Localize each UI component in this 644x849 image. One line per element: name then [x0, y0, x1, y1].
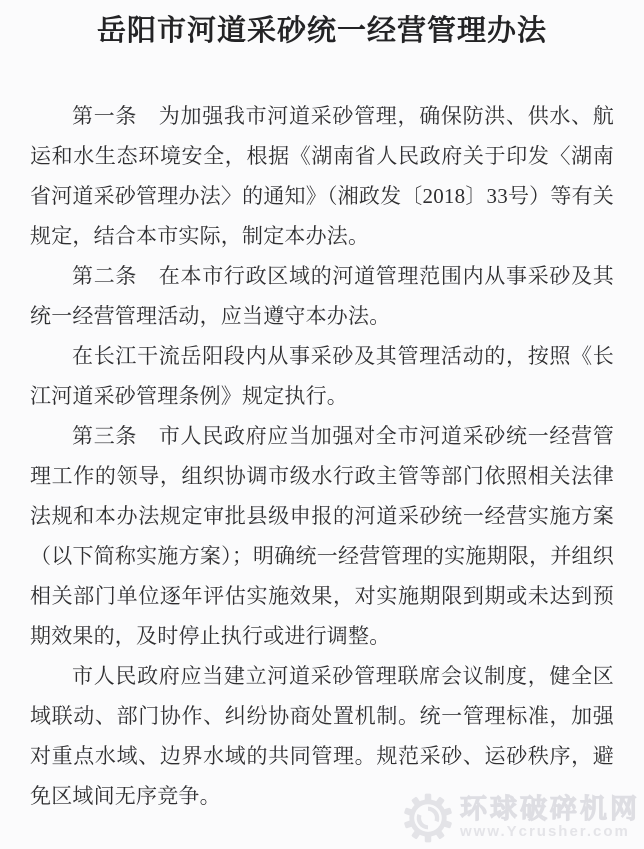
- paragraph-article-3: 第三条 市人民政府应当加强对全市河道采砂统一经营管理工作的领导，组织协调市级水行政主管等部门依照相关法律法规和本办法规定审批县级申报的河道采砂统一经营实施方案（以下简称实施方案）；明确统一经营管理的实施期限，并组织相关部门单位逐年评估实施效果，对实施期限到期或未达到预期效果的，及时停止执行或进行调整。: [30, 424, 614, 648]
- document-body: [30, 96, 614, 816]
- gear-arrow-logo-icon: [402, 792, 454, 844]
- paragraph-article-2-continued: 在长江干流岳阳段内从事采砂及其管理活动的，按照《长江河道采砂管理条例》规定执行。: [30, 344, 614, 408]
- paragraph-article-2: 第二条 在本市行政区域的河道管理范围内从事采砂及其统一经营管理活动，应当遵守本办法。: [30, 264, 614, 328]
- watermark-text-block: [460, 795, 640, 841]
- document-title: 岳阳市河道采砂统一经营管理办法: [96, 15, 547, 47]
- paragraph-article-1: 第一条 为加强我市河道采砂管理，确保防洪、供水、航运和水生态环境安全，根据《湖南省人民政府关于印发〈湖南省河道采砂管理办法〉的通知》（湘政发〔2018〕33号）等有关规定，结合本市实际，制定本办法。: [30, 104, 614, 248]
- paragraph-article-3-continued: 市人民政府应当建立河道采砂管理联席会议制度，健全区域联动、部门协作、纠纷协商处置机制。统一管理标准，加强对重点水域、边界水域的共同管理。规范采砂、运砂秩序，避免区域间无序竞争。: [30, 664, 614, 808]
- watermark-url: www.Ycrusher.com: [460, 823, 630, 840]
- watermark: [402, 792, 640, 844]
- watermark-site-name: 环球破碎机网: [460, 794, 640, 824]
